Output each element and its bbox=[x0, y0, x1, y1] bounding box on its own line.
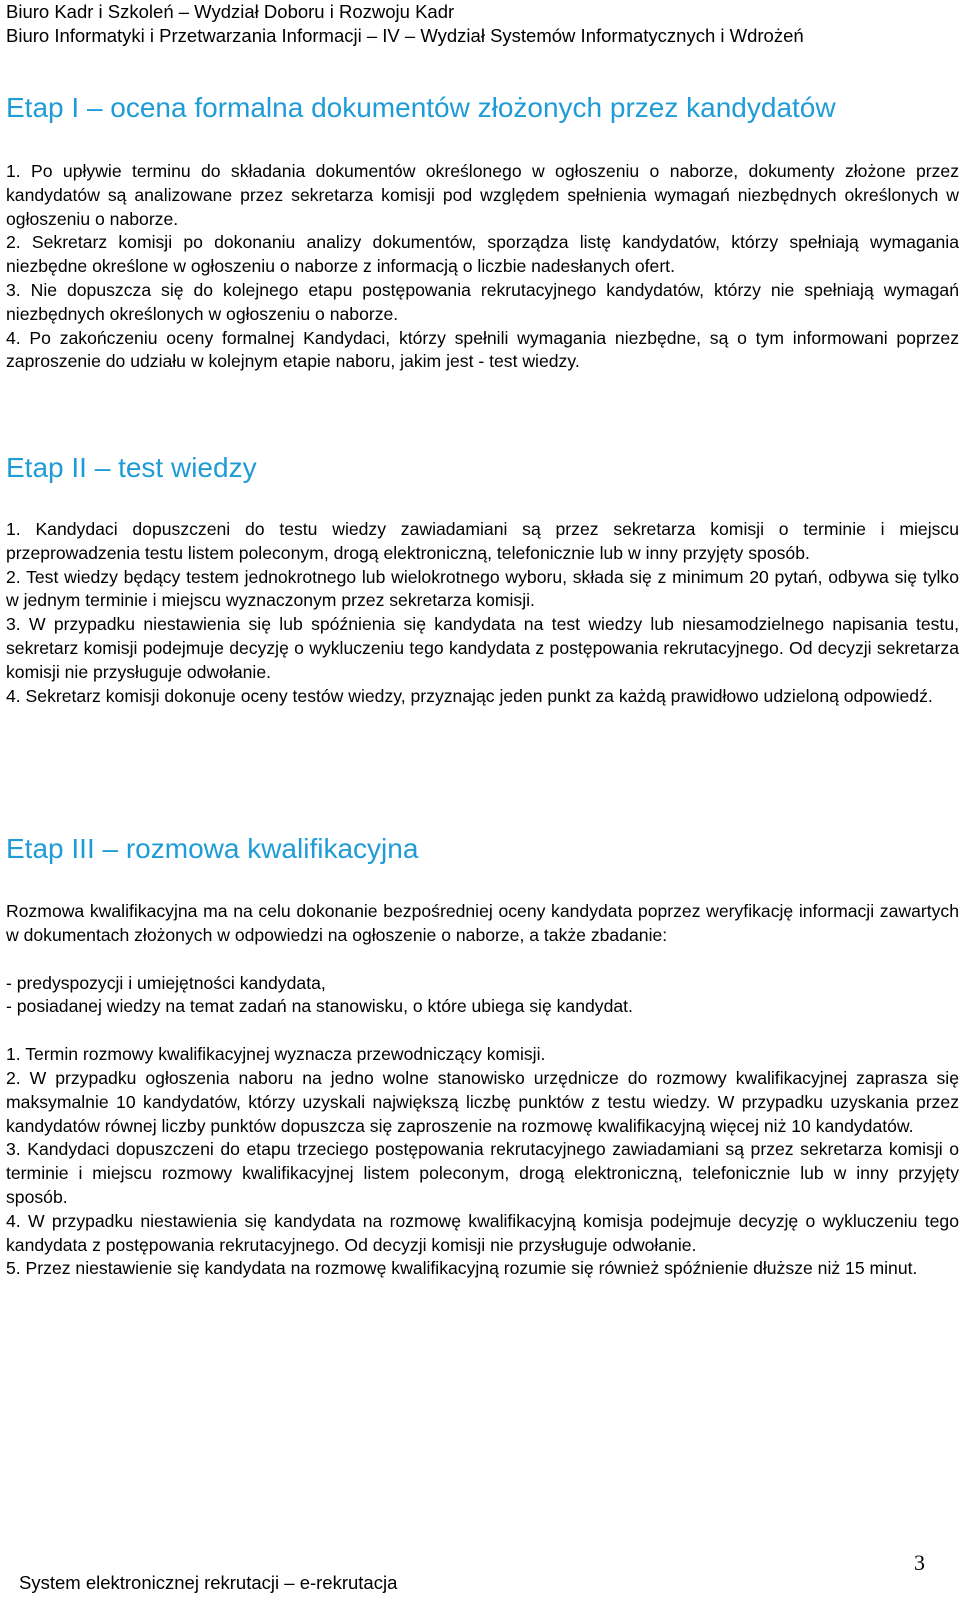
stage1-heading: Etap I – ocena formalna dokumentów złożonych przez kandydatów bbox=[6, 92, 836, 123]
stage2-item-4: 4. Sekretarz komisji dokonuje oceny testów wiedzy, przyznając jeden punkt za każdą prawidłowo udzieloną odpowiedź. bbox=[6, 685, 933, 706]
stage3-item-2: 2. W przypadku ogłoszenia naboru na jedno wolne stanowisko urzędnicze do rozmowy kwalifikacyjnej zaprasza się maksymalnie 10 kandydatów, którzy uzyskali największą liczbę punktów z testu wiedzy. W przypadku uzyskania przez kandydatów równej liczby punktów dopuszcza się zaproszenie na rozmowę kwalifikacyjną więcej niż 10 kandydatów. bbox=[6, 1067, 959, 1136]
stage2-list bbox=[6, 518, 959, 708]
stage1-item-4: 4. Po zakończeniu oceny formalnej Kandydaci, którzy spełnili wymagania niezbędne, są o tym informowani poprzez zaproszenie do udziału w kolejnym etapie naboru, jakim jest - test wiedzy. bbox=[6, 327, 959, 372]
header-line-2: Biuro Informatyki i Przetwarzania Informacji – IV – Wydział Systemów Informatycznych i Wdrożeń bbox=[6, 25, 804, 46]
stage3-heading: Etap III – rozmowa kwalifikacyjna bbox=[6, 833, 419, 864]
stage1-item-2: 2. Sekretarz komisji po dokonaniu analizy dokumentów, sporządza listę kandydatów, którzy spełniają wymagania niezbędne określone w ogłoszeniu o naborze z informacją o liczbie nadesłanych ofert. bbox=[6, 232, 959, 277]
page-number: 3 bbox=[914, 1550, 925, 1575]
stage3-bullet-1: - predyspozycji i umiejętności kandydata, bbox=[6, 972, 326, 993]
stage2-item-2: 2. Test wiedzy będący testem jednokrotnego lub wielokrotnego wyboru, składa się z minimum 20 pytań, odbywa się tylko w jednym terminie i miejscu wyznaczonym przez sekretarza komisji. bbox=[6, 566, 959, 611]
stage1-item-1: 1. Po upływie terminu do składania dokumentów określonego w ogłoszeniu o naborze, dokumenty złożone przez kandydatów są analizowane przez sekretarza komisji pod względem spełnienia wymagań niezbędnych określonych w ogłoszeniu o naborze. bbox=[6, 161, 959, 229]
page-header bbox=[6, 0, 946, 48]
header-line-1: Biuro Kadr i Szkoleń – Wydział Doboru i Rozwoju Kadr bbox=[6, 1, 455, 22]
stage3-item-1: 1. Termin rozmowy kwalifikacyjnej wyznacza przewodniczący komisji. bbox=[6, 1044, 546, 1065]
stage1-item-3: 3. Nie dopuszcza się do kolejnego etapu postępowania rekrutacyjnego kandydatów, którzy nie spełniają wymagań niezbędnych określonych w ogłoszeniu o naborze. bbox=[6, 279, 959, 324]
stage2-item-1: 1. Kandydaci dopuszczeni do testu wiedzy zawiadamiani są przez sekretarza komisji o terminie i miejscu przeprowadzenia testu listem poleconym, drogą elektroniczną, telefonicznie lub w inny przyjęty sposób. bbox=[6, 519, 959, 563]
stage3-item-4: 4. W przypadku niestawienia się kandydata na rozmowę kwalifikacyjną komisja podejmuje decyzję o wykluczeniu tego kandydata z postępowania rekrutacyjnego. Od decyzji komisji nie przysługuje odwołanie. bbox=[6, 1210, 959, 1255]
footer-text: System elektronicznej rekrutacji – e-rekrutacja bbox=[19, 1572, 398, 1593]
stage3-intro: Rozmowa kwalifikacyjna ma na celu dokonanie bezpośredniej oceny kandydata poprzez weryfikację informacji zawartych w dokumentach złożonych w odpowiedzi na ogłoszenie o naborze, a także zbadanie: bbox=[6, 901, 959, 945]
stage2-heading: Etap II – test wiedzy bbox=[6, 452, 257, 483]
stage1-list bbox=[6, 160, 959, 374]
stage3-bullet-2: - posiadanej wiedzy na temat zadań na stanowisku, o które ubiega się kandydat. bbox=[6, 996, 633, 1017]
stage3-content bbox=[6, 900, 959, 1281]
stage3-item-3: 3. Kandydaci dopuszczeni do etapu trzeciego postępowania rekrutacyjnego zawiadamiani są przez sekretarza komisji o terminie i miejscu rozmowy kwalifikacyjnej listem poleconym, drogą elektroniczną, telefonicznie lub w inny przyjęty sposób. bbox=[6, 1139, 959, 1207]
stage2-item-3: 3. W przypadku niestawienia się lub spóźnienia się kandydata na test wiedzy lub niesamodzielnego napisania testu, sekretarz komisji podejmuje decyzję o wykluczeniu tego kandydata z postępowania rekrutacyjnego. Od decyzji sekretarza komisji nie przysługuje odwołanie. bbox=[6, 614, 959, 682]
stage3-item-5: 5. Przez niestawienie się kandydata na rozmowę kwalifikacyjną rozumie się również spóźnienie dłuższe niż 15 minut. bbox=[6, 1258, 918, 1279]
